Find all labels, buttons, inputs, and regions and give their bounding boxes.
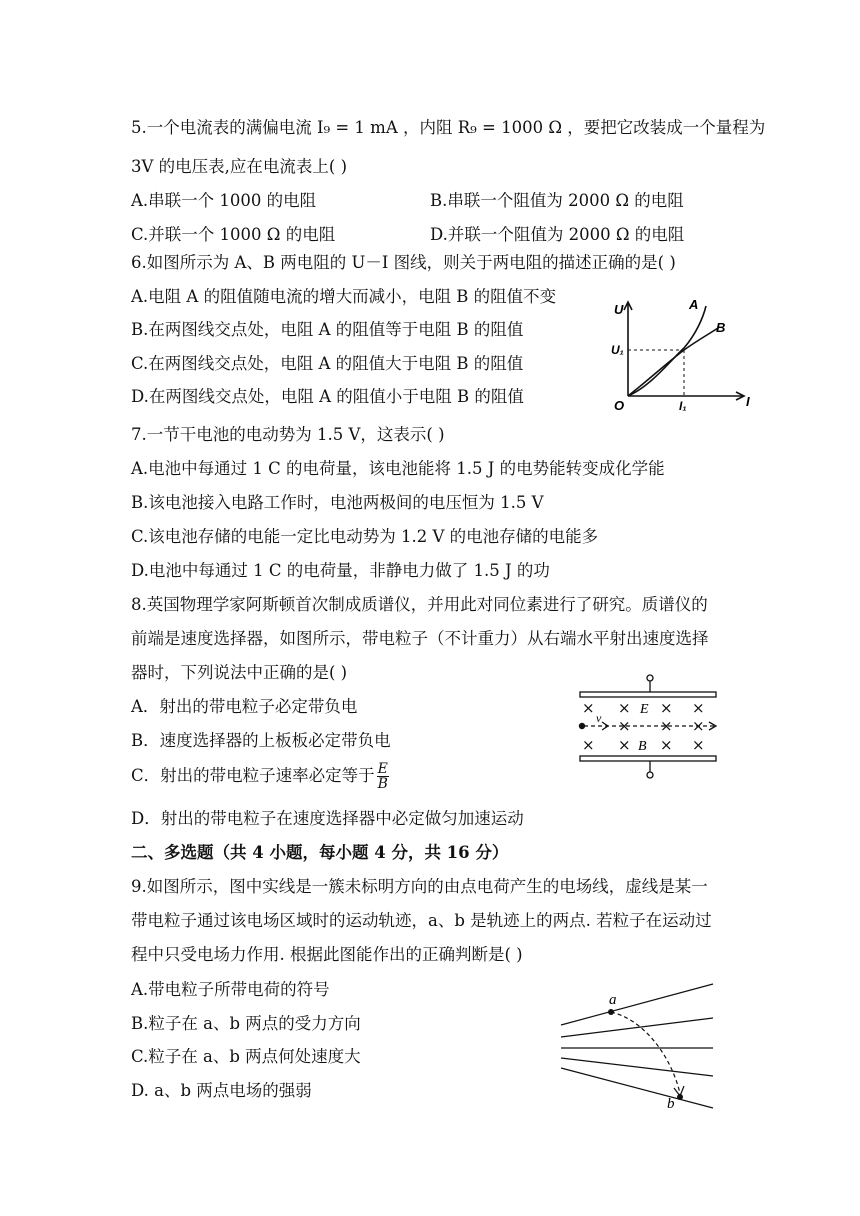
curve-b bbox=[628, 328, 718, 396]
q6-option-a: A.电阻 A 的阻值随电流的增大而减小，电阻 B 的阻值不变 bbox=[131, 287, 557, 306]
label-i: I bbox=[746, 394, 750, 409]
label-b: b bbox=[667, 1096, 675, 1110]
q8-stem-line3: 器时，下列说法中正确的是( ) bbox=[131, 663, 348, 682]
q5-option-a: A.串联一个 1000 的电阻 bbox=[131, 191, 317, 210]
q8-option-a: A．射出的带电粒子必定带负电 bbox=[131, 697, 358, 716]
svg-text:×: × bbox=[618, 736, 631, 754]
field-line-1 bbox=[561, 984, 713, 1025]
q7-stem: 7.一节干电池的电动势为 1.5 V，这表示( ) bbox=[131, 425, 445, 444]
q8-option-b: B．速度选择器的上板板必定带负电 bbox=[131, 731, 391, 750]
field-line-2 bbox=[561, 1018, 713, 1037]
q9-field-lines-figure bbox=[555, 980, 725, 1110]
label-a: a bbox=[609, 992, 617, 1008]
label-b: B bbox=[716, 320, 726, 335]
q9-option-a: A.带电粒子所带电荷的符号 bbox=[131, 980, 330, 999]
q5-stem-line2: 3V 的电压表,应在电流表上( ) bbox=[131, 157, 348, 176]
point-a bbox=[608, 1009, 614, 1015]
q7-option-a: A.电池中每通过 1 C 的电荷量，该电池能将 1.5 J 的电势能转变成化学能 bbox=[131, 459, 665, 478]
svg-text:×: × bbox=[660, 717, 673, 735]
svg-text:×: × bbox=[692, 736, 705, 754]
label-o: O bbox=[614, 398, 625, 413]
q6-option-d: D.在两图线交点处，电阻 A 的阻值小于电阻 B 的阻值 bbox=[131, 387, 524, 406]
section-2-heading: 二、多选题（共 4 小题，每小题 4 分，共 16 分） bbox=[131, 843, 509, 862]
q9-option-d: D. a、b 两点电场的强弱 bbox=[131, 1081, 312, 1100]
particle bbox=[579, 723, 585, 729]
q6-option-b: B.在两图线交点处，电阻 A 的阻值等于电阻 B 的阻值 bbox=[131, 320, 524, 339]
q6-stem: 6.如图所示为 A、B 两电阻的 U－I 图线，则关于两电阻的描述正确的是( ) bbox=[131, 253, 676, 272]
label-b: B bbox=[638, 739, 647, 754]
q9-stem-line1: 9.如图所示，图中实线是一簇未标明方向的由点电荷产生的电场线，虚线是某一 bbox=[131, 877, 708, 896]
q8-option-c-text: C．射出的带电粒子速率必定等于 bbox=[131, 766, 375, 785]
q8-option-c bbox=[131, 762, 391, 791]
q9-stem-line2: 带电粒子通过该电场区域时的运动轨迹，a、b 是轨迹上的两点. 若粒子在运动过 bbox=[131, 911, 712, 930]
svg-text:×: × bbox=[660, 736, 673, 754]
q5-stem-line1: 5.一个电流表的满偏电流 I₉ = 1 mA ，内阻 R₉ = 1000 Ω ，要把它改装成一个量程为 bbox=[131, 118, 766, 137]
label-v: v bbox=[596, 711, 602, 725]
trajectory bbox=[611, 1012, 681, 1098]
q6-option-c: C.在两图线交点处，电阻 A 的阻值大于电阻 B 的阻值 bbox=[131, 354, 524, 373]
svg-text:×: × bbox=[692, 717, 705, 735]
q9-stem-line3: 程中只受电场力作用. 根据此图能作出的正确判断是( ) bbox=[131, 945, 523, 964]
curve-a bbox=[628, 306, 706, 396]
lower-plate bbox=[580, 756, 716, 761]
q7-option-d: D.电池中每通过 1 C 的电荷量，非静电力做了 1.5 J 的功 bbox=[131, 561, 550, 580]
point-b bbox=[677, 1094, 683, 1100]
q8-stem-line1: 8.英国物理学家阿斯顿首次制成质谱仪，并用此对同位素进行了研究。质谱仪的 bbox=[131, 595, 708, 614]
label-e: E bbox=[640, 702, 649, 717]
q7-option-b: B.该电池接入电路工作时，电池两极间的电压恒为 1.5 V bbox=[131, 493, 544, 512]
svg-text:×: × bbox=[618, 699, 631, 717]
label-u1: U₁ bbox=[611, 343, 624, 357]
upper-plate bbox=[580, 692, 716, 697]
svg-text:×: × bbox=[582, 699, 595, 717]
q8-velocity-selector-figure bbox=[570, 670, 730, 785]
top-terminal bbox=[647, 675, 653, 681]
svg-text:×: × bbox=[582, 736, 595, 754]
q8-option-d: D．射出的带电粒子在速度选择器中必定做匀加速运动 bbox=[131, 809, 524, 828]
svg-text:×: × bbox=[660, 699, 673, 717]
q5-option-c: C.并联一个 1000 Ω 的电阻 bbox=[131, 225, 336, 244]
e-over-b-fraction: $\frac{E}{B}$ bbox=[377, 761, 388, 792]
q5-option-d: D.并联一个阻值为 2000 Ω 的电阻 bbox=[430, 225, 685, 244]
q9-option-b: B.粒子在 a、b 两点的受力方向 bbox=[131, 1014, 361, 1033]
label-i1: I₁ bbox=[679, 399, 687, 413]
q9-option-c: C.粒子在 a、b 两点何处速度大 bbox=[131, 1047, 361, 1066]
q5-option-b: B.串联一个阻值为 2000 Ω 的电阻 bbox=[430, 191, 684, 210]
svg-text:×: × bbox=[618, 717, 631, 735]
q8-stem-line2: 前端是速度选择器，如图所示，带电粒子（不计重力）从右端水平射出速度选择 bbox=[131, 629, 709, 648]
label-a: A bbox=[689, 297, 699, 312]
bottom-terminal bbox=[647, 772, 653, 778]
label-u: U bbox=[614, 302, 624, 317]
svg-text:×: × bbox=[692, 699, 705, 717]
q6-ui-graph-figure bbox=[606, 290, 756, 415]
field-line-4 bbox=[561, 1058, 713, 1076]
field-line-5 bbox=[561, 1068, 713, 1108]
q7-option-c: C.该电池存储的电能一定比电动势为 1.2 V 的电池存储的电能多 bbox=[131, 527, 599, 546]
